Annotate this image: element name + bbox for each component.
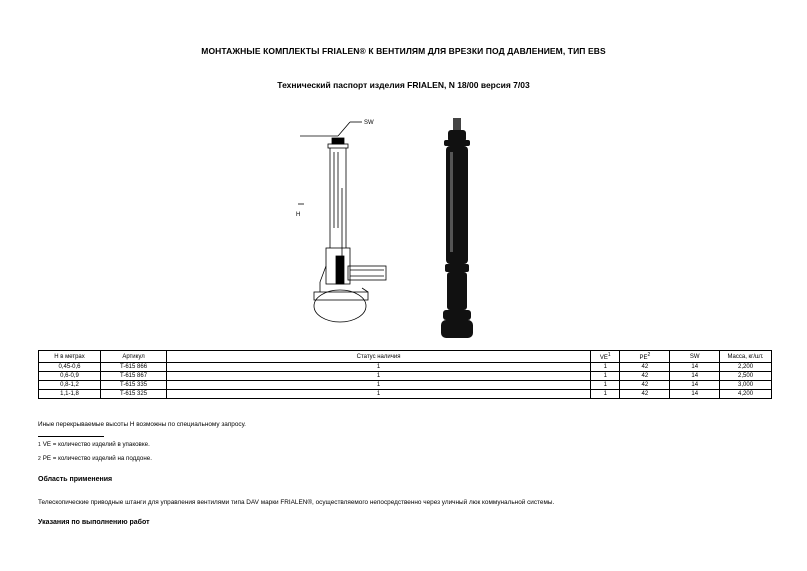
photo-base xyxy=(441,320,473,338)
table-row: 0,8-1,2 T-615 335 1 1 42 14 3,000 xyxy=(39,381,772,390)
technical-drawing xyxy=(290,108,400,340)
header-pe: $PE^2$ xyxy=(620,351,670,363)
table-row: 1,1-1,8 T-615 325 1 1 42 14 4,200 xyxy=(39,390,772,399)
application-text: Телескопические приводные штанги для управления вентилями типа DAV марки FRIALEN®, осуществляемого непосредственно через уличный люк коммунальной системы. xyxy=(38,499,555,506)
header-status: Статус наличия xyxy=(167,351,591,363)
header-h: H в метрах xyxy=(39,351,101,363)
application-heading: Область применения xyxy=(38,476,113,483)
drawing-h-label: H xyxy=(296,212,301,218)
header-article: Артикул xyxy=(101,351,167,363)
photo-lower-tube xyxy=(447,272,467,310)
footnote-pe: 2 PE = количество изделий на поддоне. xyxy=(38,455,152,462)
footnote-ve: 1 VE = количество изделий в упаковке. xyxy=(38,441,150,448)
instructions-heading: Указания по выполнению работ xyxy=(38,519,150,526)
table-row: 0,6-0,9 T-615 867 1 1 42 14 2,500 xyxy=(39,372,772,381)
header-mass: Масса, кг/шт. xyxy=(720,351,772,363)
specification-table xyxy=(38,350,772,399)
drawing-side-pipe xyxy=(348,266,386,280)
document-title: МОНТАЖНЫЕ КОМПЛЕКТЫ FRIALEN® К ВЕНТИЛЯМ ДЛЯ ВРЕЗКИ ПОД ДАВЛЕНИЕМ, ТИП EBS xyxy=(201,46,606,56)
footnote-separator xyxy=(38,436,104,437)
drawing-sw-label: SW xyxy=(364,120,374,126)
drawing-main-pipe xyxy=(314,290,366,322)
header-ve: $VE^1$ xyxy=(591,351,620,363)
table-header-row xyxy=(39,351,772,363)
table-row: 0,45-0,6 T-615 866 1 1 42 14 2,200 xyxy=(39,363,772,372)
product-photo xyxy=(432,118,482,340)
heights-note: Иные перекрываемые высоты H возможны по специальному запросу. xyxy=(38,421,246,428)
drawing-sw-pointer xyxy=(338,122,350,136)
document-subtitle: Технический паспорт изделия FRIALEN, N 18/00 версия 7/03 xyxy=(277,80,530,90)
photo-upper-tube xyxy=(446,146,468,264)
header-sw: SW xyxy=(670,351,720,363)
drawing-top-nut xyxy=(332,138,344,144)
